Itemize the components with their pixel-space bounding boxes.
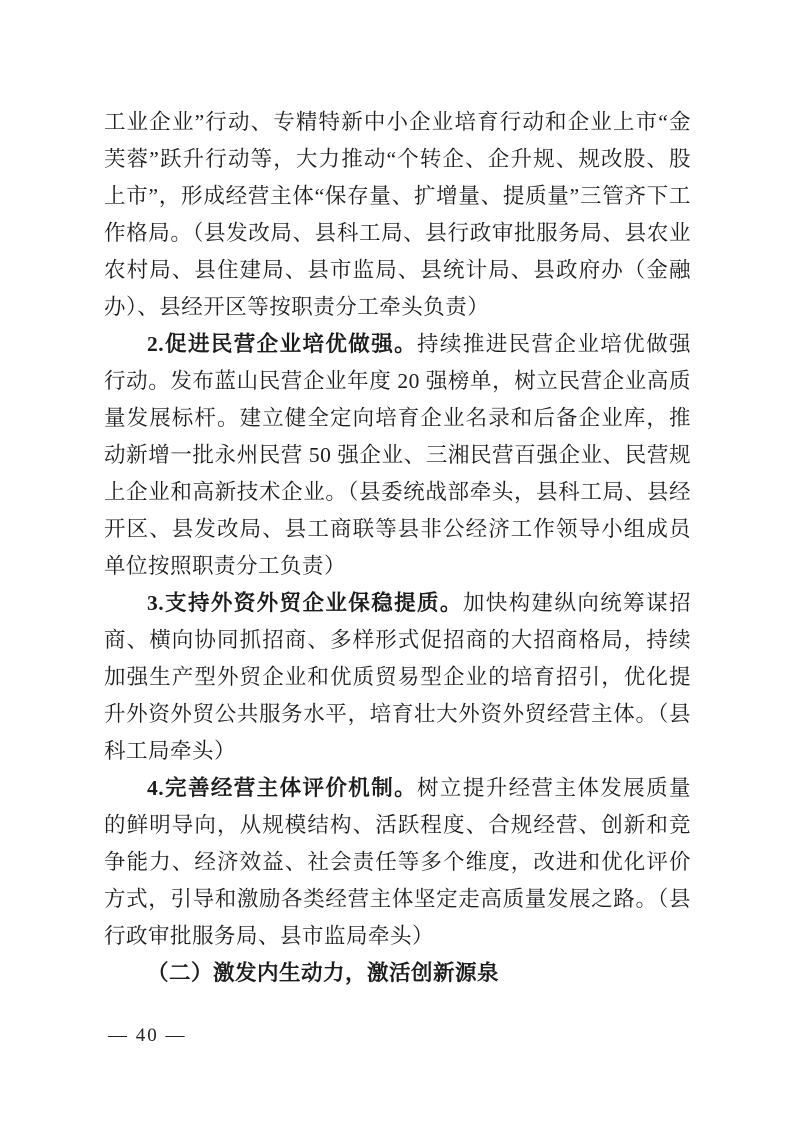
paragraph-item-2	[104, 326, 691, 585]
paragraph-continuation	[104, 104, 691, 326]
paragraph-lead: 3.支持外资外贸企业保稳提质。	[147, 591, 463, 615]
page-number: — 40 —	[108, 1025, 187, 1046]
paragraph-text: 加快构建纵向统筹谋招商、横向协同抓招商、多样形式促招商的大招商格局，持续加强生产型外贸企业和优质贸易型企业的培育招引，优化提升外资外贸公共服务水平，培育壮大外资外贸经营主体。（县科工局牵头）	[104, 591, 691, 763]
section-heading	[104, 955, 691, 992]
paragraph-lead: 4.完善经营主体评价机制。	[147, 776, 418, 800]
paragraph-lead: 2.促进民营企业培优做强。	[147, 332, 418, 356]
section-heading-text: （二）激发内生动力，激活创新源泉	[147, 961, 500, 985]
paragraph-item-3	[104, 585, 691, 770]
document-content	[104, 104, 691, 992]
paragraph-text: 持续推进民营企业培优做强行动。发布蓝山民营企业年度 20 强榜单，树立民营企业高质量发展标杆。建立健全定向培育企业名录和后备企业库，推动新增一批永州民营 50 强企业、三湘民营百强企业、民营规上企业和高新技术企业。（县委统战部牵头，县科工局、县经开区、县发改局、县工商联等县非公经济工作领导小组成员单位按照职责分工负责）	[104, 332, 691, 578]
paragraph-text: 树立提升经营主体发展质量的鲜明导向，从规模结构、活跃程度、合规经营、创新和竞争能力、经济效益、社会责任等多个维度，改进和优化评价方式，引导和激励各类经营主体坚定走高质量发展之路。（县行政审批服务局、县市监局牵头）	[104, 776, 691, 948]
paragraph-text: 工业企业”行动、专精特新中小企业培育行动和企业上市“金芙蓉”跃升行动等，大力推动“个转企、企升规、规改股、股上市”，形成经营主体“保存量、扩增量、提质量”三管齐下工作格局。（县发改局、县科工局、县行政审批服务局、县农业农村局、县住建局、县市监局、县统计局、县政府办（金融办）、县经开区等按职责分工牵头负责）	[104, 110, 691, 319]
paragraph-item-4	[104, 770, 691, 955]
